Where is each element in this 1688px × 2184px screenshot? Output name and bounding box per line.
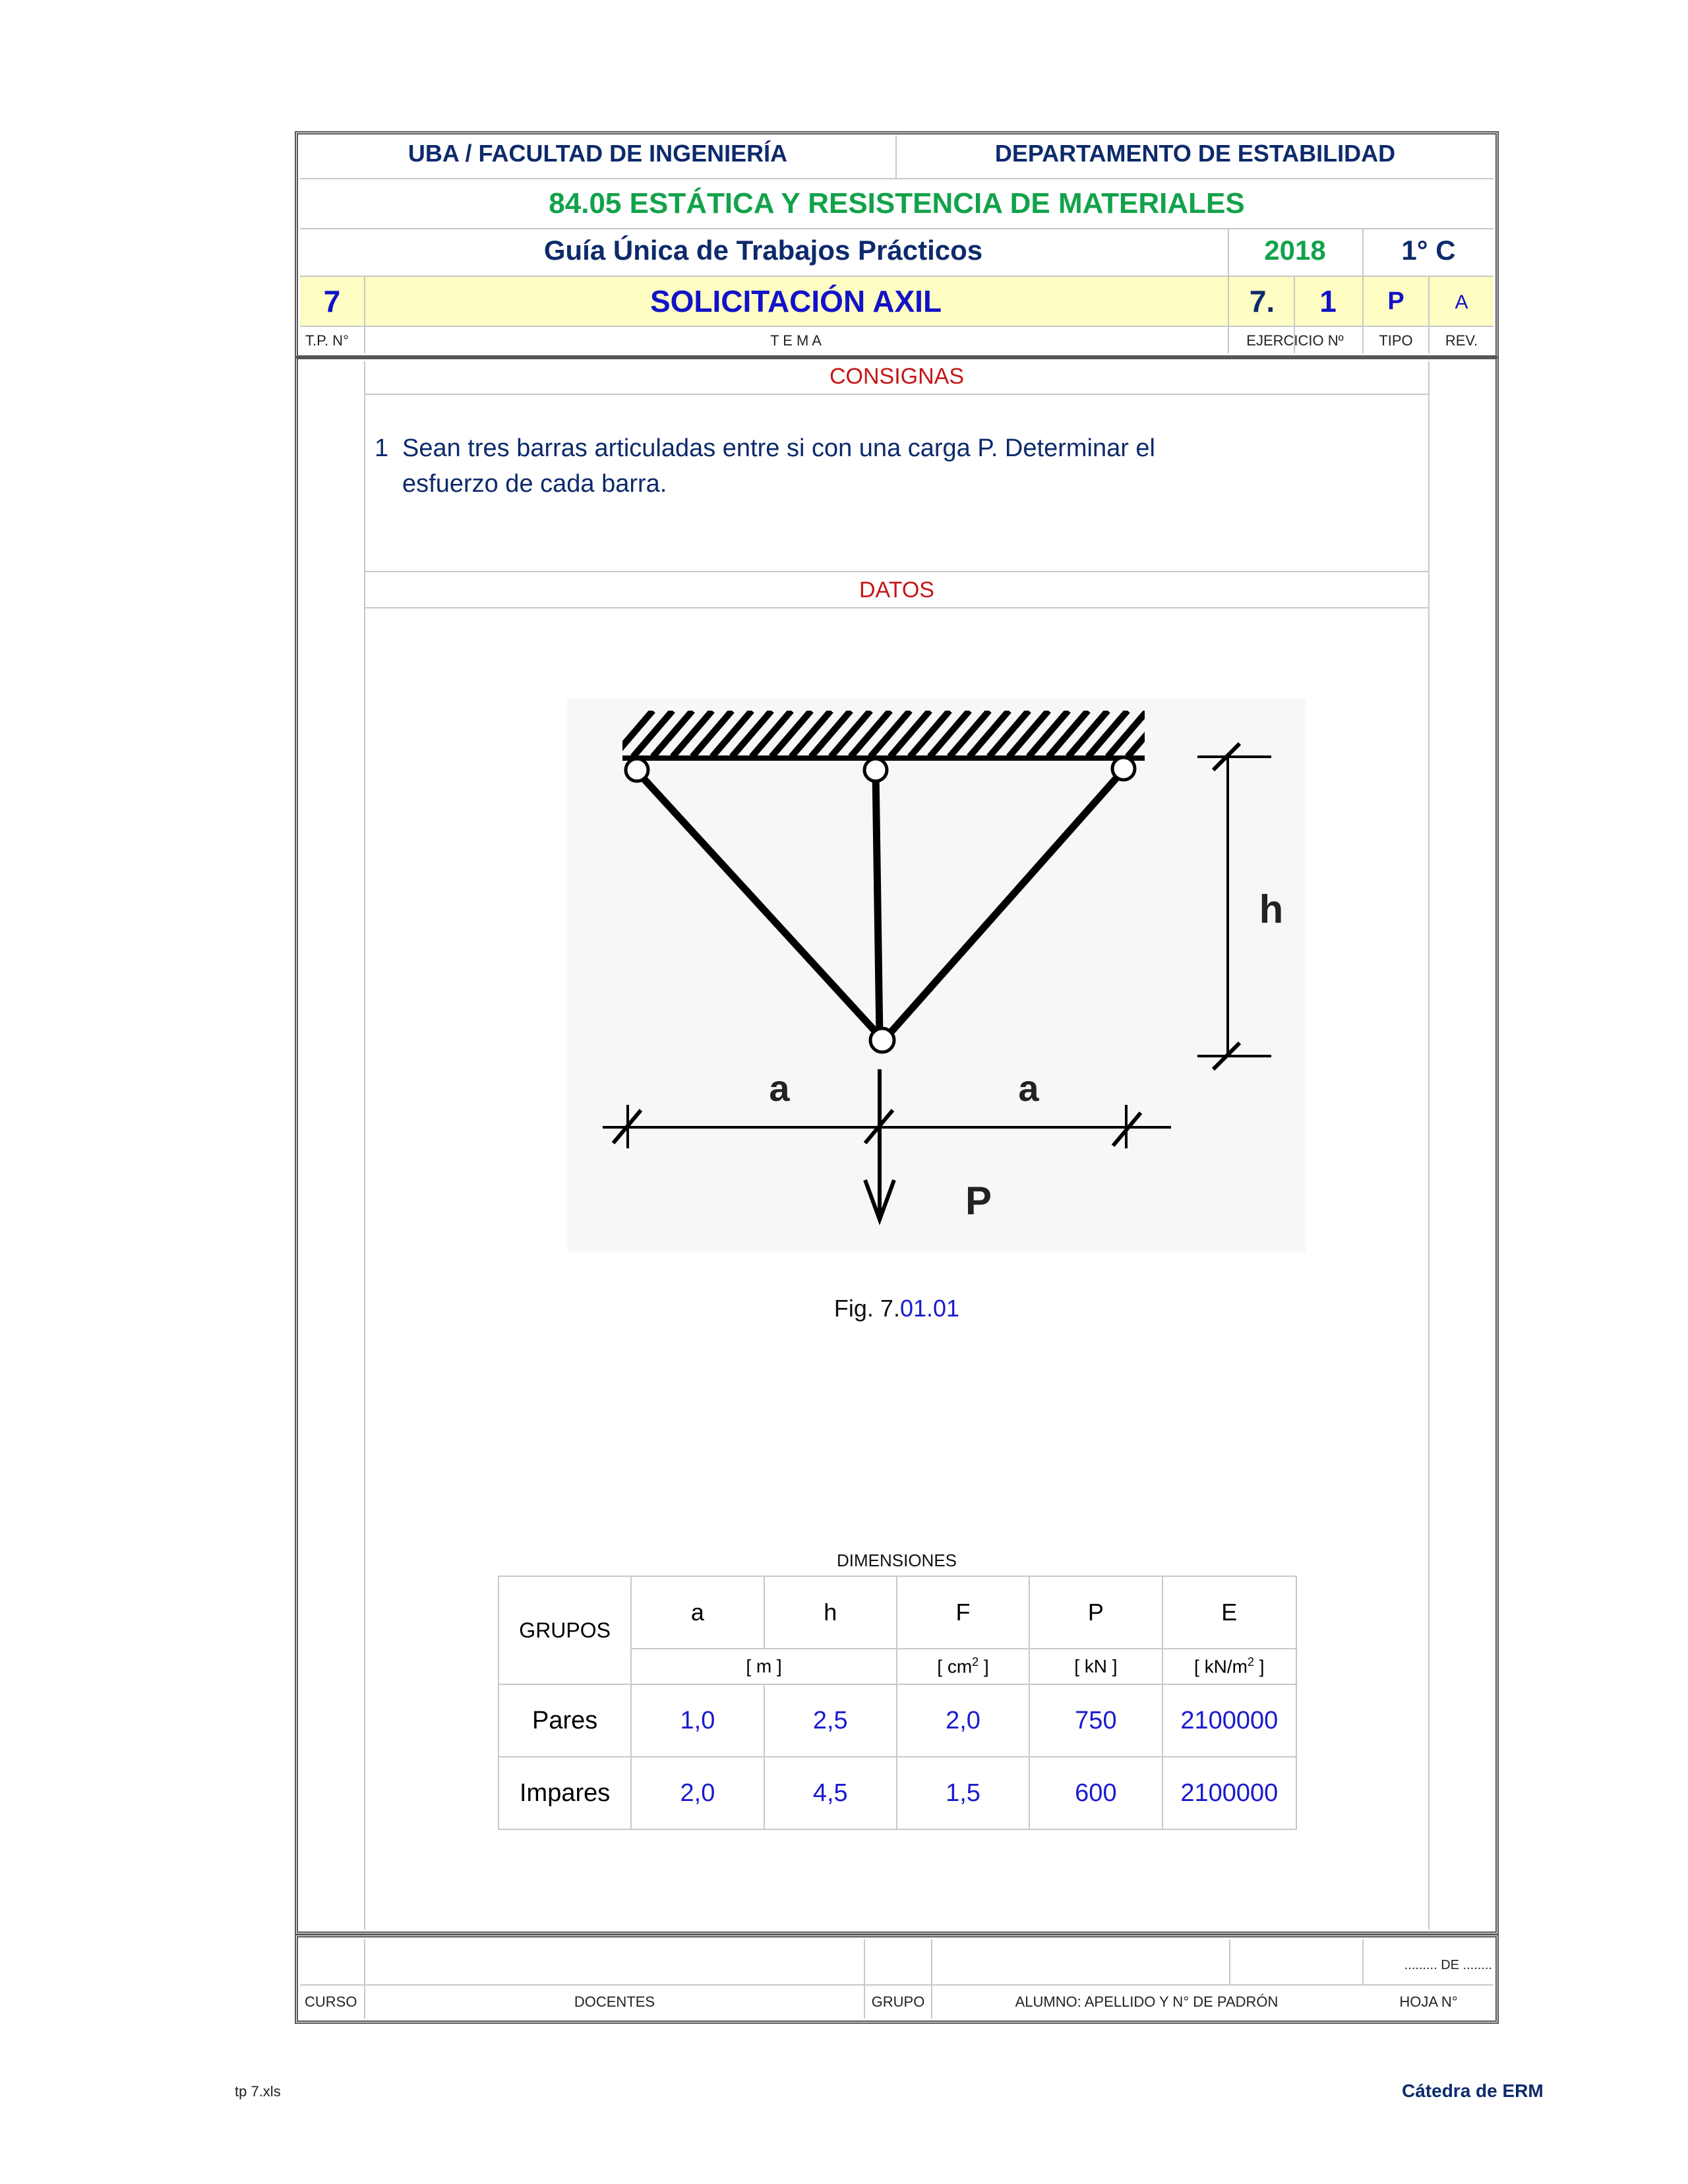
exercise-number-a: 7.: [1249, 284, 1275, 318]
table-cell: 2,0: [897, 1684, 1029, 1757]
unit-knm2: [ $kN/m^2$ ]: [1162, 1649, 1296, 1684]
label-p: P: [965, 1179, 992, 1223]
tp-number: 7: [323, 284, 341, 318]
label-a-left: a: [769, 1067, 790, 1109]
guide-title: Guía Única de Trabajos Prácticos: [543, 235, 983, 266]
section-divider: [365, 394, 1428, 395]
bar-center: [876, 771, 880, 1038]
consigna-number: 1: [375, 434, 389, 462]
table-cell: 1,5: [897, 1757, 1029, 1829]
group-name: Pares: [498, 1684, 631, 1757]
table-cell: 2100000: [1162, 1684, 1296, 1757]
header-divider: [300, 276, 1493, 277]
topic-title: SOLICITACIÓN AXIL: [649, 284, 942, 318]
column-header-e: E: [1162, 1576, 1296, 1649]
consignas-title: CONSIGNAS: [829, 364, 965, 389]
label-h: h: [1259, 887, 1284, 931]
table-cell: 2,5: [764, 1684, 897, 1757]
body-margin-right: [1428, 361, 1430, 1930]
footer-curso: CURSO: [305, 1993, 357, 2010]
institution-name: UBA / FACULTAD DE INGENIERÍA: [407, 140, 788, 167]
file-name: tp 7.xls: [235, 2083, 281, 2100]
table-cell: 4,5: [764, 1757, 897, 1829]
column-header-f: F: [897, 1576, 1029, 1649]
table-cell: 2,0: [631, 1757, 764, 1829]
unit-cm2: [ $cm^2$ ]: [897, 1649, 1029, 1684]
table-row: [498, 1757, 1296, 1829]
hinge-center: [864, 759, 887, 781]
label-rev: REV.: [1445, 332, 1478, 349]
table-row: [498, 1684, 1296, 1757]
footer-hoja: HOJA N°: [1399, 1993, 1458, 2010]
chair-name: Cátedra de ERM: [1402, 2081, 1544, 2101]
label-ejercicio: EJERCICIO Nº: [1246, 332, 1344, 349]
figure-caption: [365, 1295, 1428, 1322]
section-divider: [365, 607, 1428, 608]
consigna-line-2: esfuerzo de cada barra.: [402, 470, 667, 498]
table-cell: 2100000: [1162, 1757, 1296, 1829]
dimensions-title: DIMENSIONES: [836, 1550, 957, 1570]
label-tipo: TIPO: [1379, 332, 1413, 349]
unit-m: [ m ]: [631, 1649, 897, 1684]
table-cell: 1,0: [631, 1684, 764, 1757]
footer-alumno: ALUMNO: APELLIDO Y N° DE PADRÓN: [1015, 1993, 1279, 2010]
truss-figure: [554, 686, 1319, 1266]
header-divider: [300, 326, 1493, 327]
column-header-a: a: [631, 1576, 764, 1649]
hinge-bottom: [870, 1028, 894, 1052]
exercise-number-b: 1: [1319, 284, 1337, 318]
footer-hoja-de: ......... DE ........: [1404, 1958, 1492, 1972]
figure-caption-number: 01.01: [899, 1295, 960, 1322]
header-divider: [300, 178, 1493, 179]
revision: A: [1455, 291, 1468, 313]
footer-grupo: GRUPO: [871, 1993, 925, 2010]
table-cell: 750: [1029, 1684, 1162, 1757]
table-cell: 600: [1029, 1757, 1162, 1829]
footer-vline: [1229, 1939, 1230, 1984]
section-divider: [365, 571, 1428, 572]
course-title: 84.05 ESTÁTICA Y RESISTENCIA DE MATERIALES: [549, 187, 1245, 220]
hinge-right: [1112, 757, 1135, 780]
exercise-type: P: [1387, 287, 1404, 315]
header-divider: [300, 228, 1493, 229]
groups-header: GRUPOS: [498, 1576, 631, 1684]
consigna-line-1: Sean tres barras articuladas entre si con una carga P. Determinar el: [402, 434, 1156, 462]
footer-divider: [300, 1984, 1493, 1986]
figure-caption-prefix: Fig. 7.: [833, 1295, 900, 1322]
year: 2018: [1264, 235, 1326, 266]
hinge-left: [626, 759, 648, 781]
unit-kn: [ kN ]: [1029, 1649, 1162, 1684]
column-header-p: P: [1029, 1576, 1162, 1649]
dimensions-table: [498, 1576, 1297, 1830]
term: 1° C: [1401, 235, 1456, 266]
datos-title: DATOS: [859, 577, 934, 603]
footer-docentes: DOCENTES: [574, 1993, 655, 2010]
label-tp: T.P. N°: [305, 332, 349, 349]
column-header-h: h: [764, 1576, 897, 1649]
department-name: DEPARTAMENTO DE ESTABILIDAD: [994, 140, 1396, 167]
label-a-right: a: [1018, 1067, 1039, 1109]
label-tema: T E M A: [770, 332, 822, 349]
group-name: Impares: [498, 1757, 631, 1829]
